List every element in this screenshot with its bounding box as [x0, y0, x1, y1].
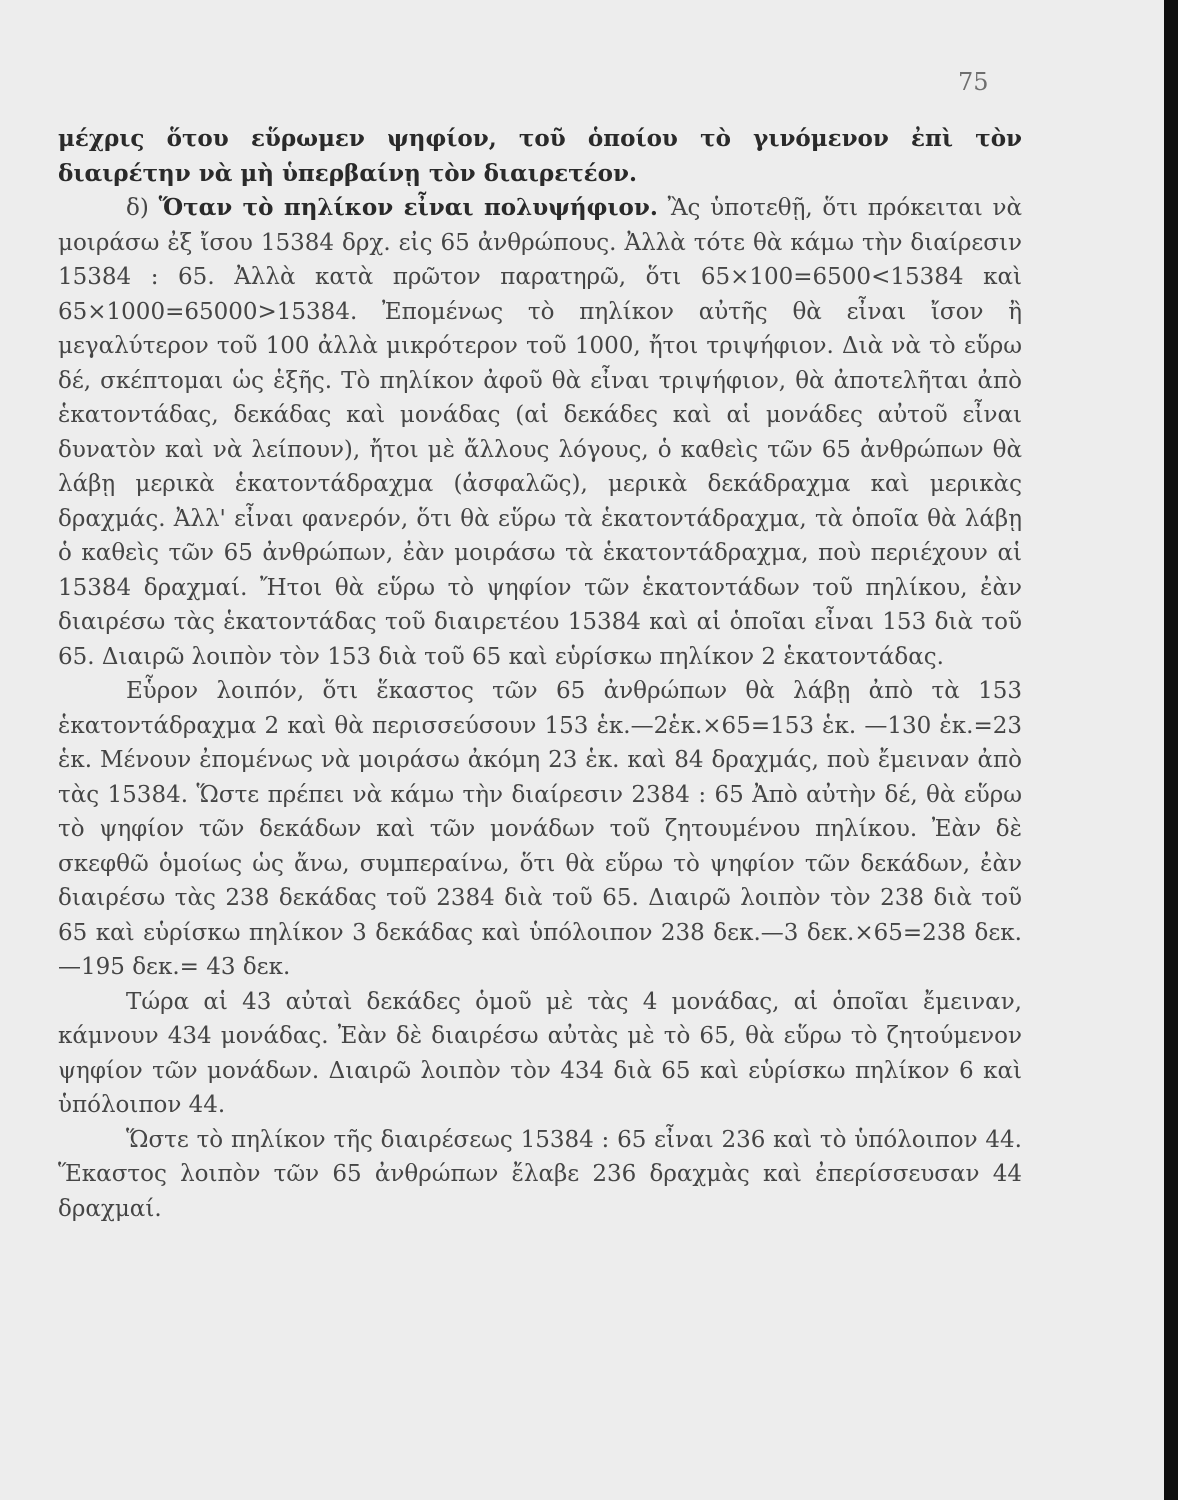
case-paragraph	[58, 191, 1022, 674]
intro-paragraph: μέχρις ὅτου εὕρωμεν ψηφίον, τοῦ ὁποίου τὸ γινόμενον ἐπὶ τὸν διαιρέτην νὰ μὴ ὑπερβαίνῃ τὸν διαιρετέον.	[58, 125, 1022, 187]
case-body: Ἂς ὑποτεθῇ, ὅτι πρόκειται νὰ μοιράσω ἐξ ἴσου 15384 δρχ. εἰς 65 ἀνθρώπους. Ἀλλὰ τότε θὰ κάμω τὴν διαίρεσιν 15384 : 65. Ἀλλὰ κατὰ πρῶτον παρατηρῶ, ὅτι 65×100=6500<15384 καὶ 65×1000=65000>15384. Ἐπομένως τὸ πηλίκον αὐτῆς θὰ εἶναι ἴσον ἢ μεγαλύτερον τοῦ 100 ἀλλὰ μικρότερον τοῦ 1000, ἤτοι τριψήφιον. Διὰ νὰ τὸ εὕρω δέ, σκέπτομαι ὡς ἑξῆς. Τὸ πηλίκον ἀφοῦ θὰ εἶναι τριψήφιον, θὰ ἀποτελῆται ἀπὸ ἑκατοντάδας, δεκάδας καὶ μονάδας (αἱ δεκάδες καὶ αἱ μονάδες αὐτοῦ εἶναι δυνατὸν καὶ νὰ λείπουν), ἤτοι μὲ ἄλλους λόγους, ὁ καθεὶς τῶν 65 ἀνθρώπων θὰ λάβῃ μερικὰ ἑκατοντάδραχμα (ἀσφαλῶς), μερικὰ δεκάδραχμα καὶ μερικὰς δραχμάς. Ἀλλ' εἶναι φανερόν, ὅτι θὰ εὕρω τὰ ἑκατοντάδραχμα, τὰ ὁποῖα θὰ λάβῃ ὁ καθεὶς τῶν 65 ἀνθρώπων, ἐὰν μοιράσω τὰ ἑκατοντάδραχμα, ποὺ περιέχουν αἱ 15384 δραχμαί. Ἤτοι θὰ εὕρω τὸ ψηφίον τῶν ἑκατοντάδων τοῦ πηλίκου, ἐὰν διαιρέσω τὰς ἑκατοντάδας τοῦ διαιρετέου 15384 καὶ αἱ ὁποῖαι εἶναι 153 διὰ τοῦ 65. Διαιρῶ λοιπὸν τὸν 153 διὰ τοῦ 65 καὶ εὑρίσκω πηλίκον 2 ἑκατοντάδας.	[58, 195, 1023, 670]
paragraph-3: Τώρα αἱ 43 αὐταὶ δεκάδες ὁμοῦ μὲ τὰς 4 μονάδας, αἱ ὁποῖαι ἔμειναν, κάμνουν 434 μονάδας. Ἐὰν δὲ διαιρέσω αὐτὰς μὲ τὸ 65, θὰ εὕρω τὸ ζητούμενον ψηφίον τῶν μονάδων. Διαιρῶ λοιπὸν τὸν 434 διὰ 65 καὶ εὑρίσκω πηλίκον 6 καὶ ὑπόλοιπον 44.	[58, 988, 1022, 1118]
case-label: δ)	[126, 195, 149, 221]
body-text	[58, 122, 1022, 1226]
paragraph-4: Ὥστε τὸ πηλίκον τῆς διαιρέσεως 15384 : 65 εἶναι 236 καὶ τὸ ὑπόλοιπον 44. Ἕκαστος λοιπὸν τῶν 65 ἀνθρώπων ἔλαβε 236 δραχμὰς καὶ ἐπερίσσευσαν 44 δραχμαί.	[58, 1126, 1022, 1222]
paragraph-2: Εὗρον λοιπόν, ὅτι ἕκαστος τῶν 65 ἀνθρώπων θὰ λάβῃ ἀπὸ τὰ 153 ἑκατοντάδραχμα 2 καὶ θὰ περισσεύσουν 153 ἑκ.—2ἑκ.×65=153 ἑκ. —130 ἑκ.=23 ἑκ. Μένουν ἐπομένως νὰ μοιράσω ἀκόμη 23 ἑκ. καὶ 84 δραχμάς, ποὺ ἔμειναν ἀπὸ τὰς 15384. Ὥστε πρέπει νὰ κάμω τὴν διαίρεσιν 2384 : 65 Ἀπὸ αὐτὴν δέ, θὰ εὕρω τὸ ψηφίον τῶν δεκάδων καὶ τῶν μονάδων τοῦ ζητουμένου πηλίκου. Ἐὰν δὲ σκεφθῶ ὁμοίως ὡς ἄνω, συμπεραίνω, ὅτι θὰ εὕρω τὸ ψηφίον τῶν δεκάδων, ἐὰν διαιρέσω τὰς 238 δεκάδας τοῦ 2384 διὰ τοῦ 65. Διαιρῶ λοιπὸν τὸν 238 διὰ τοῦ 65 καὶ εὑρίσκω πηλίκον 3 δεκάδας καὶ ὑπόλοιπον 238 δεκ.—3 δεκ.×65=238 δεκ.—195 δεκ.= 43 δεκ.	[58, 678, 1022, 980]
page-number: 75	[958, 68, 989, 96]
case-heading: Ὅταν τὸ πηλίκον εἶναι πολυψήφιον.	[158, 194, 658, 221]
page-edge-shadow	[1164, 0, 1178, 1500]
